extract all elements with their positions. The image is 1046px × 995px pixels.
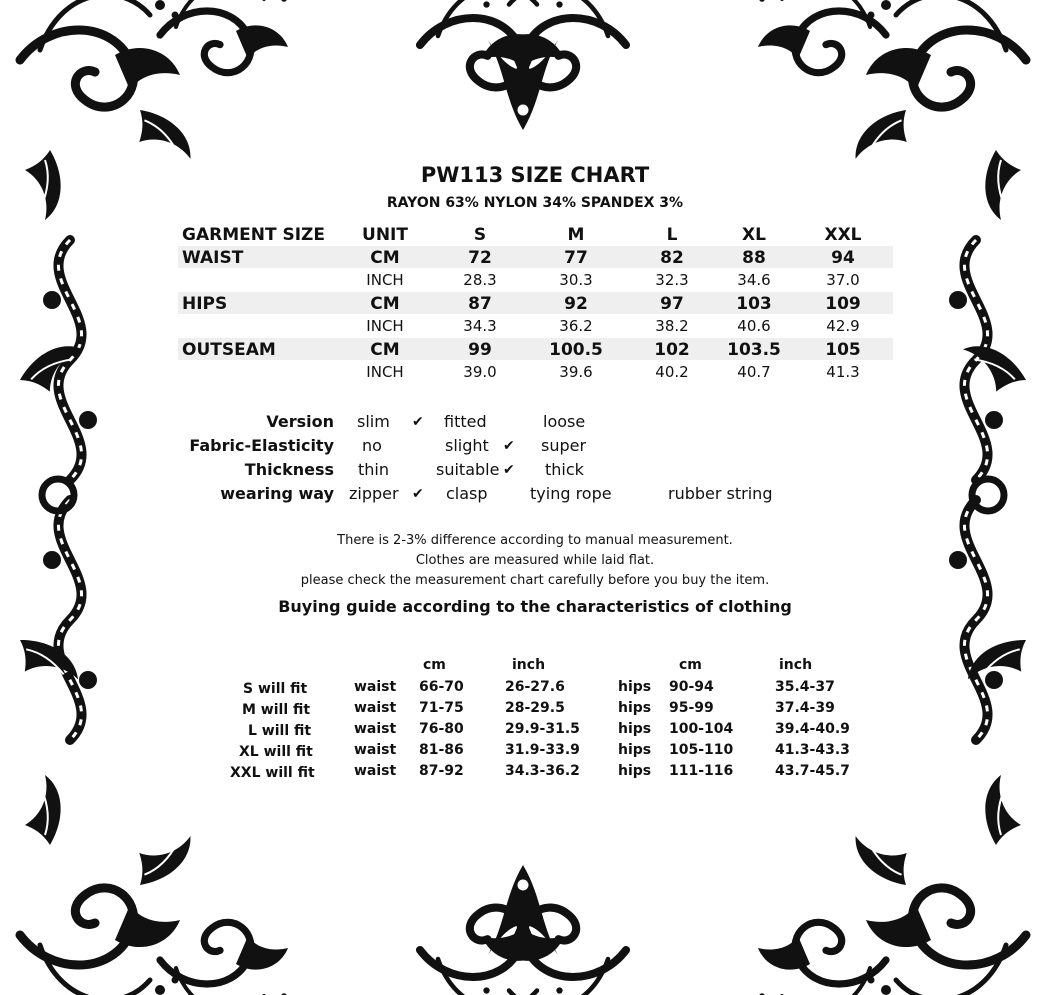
value-cm: 88 — [742, 248, 766, 268]
value-inch: 40.7 — [737, 363, 771, 381]
guide-size-label: M will fit — [242, 702, 311, 718]
guide-waist-label: waist — [354, 700, 397, 716]
unit-cm: CM — [370, 294, 400, 314]
value-inch: 30.3 — [559, 271, 593, 289]
value-cm: 102 — [654, 340, 690, 360]
guide-hips-cm: 95-99 — [669, 700, 714, 716]
value-cm: 87 — [468, 294, 492, 314]
unit-cm: CM — [370, 248, 400, 268]
row-label-waist: WAIST — [182, 248, 244, 268]
check-icon: ✔ — [503, 462, 515, 478]
guide-hips-label: hips — [618, 763, 652, 779]
unit-inch: INCH — [366, 271, 404, 289]
guide-size-label: XL will fit — [239, 744, 313, 760]
check-icon: ✔ — [412, 414, 424, 430]
guide-waist-inch: 29.9-31.5 — [505, 721, 580, 737]
note-check-chart: please check the measurement chart carefully before you buy the item. — [300, 573, 770, 588]
fabric-composition: RAYON 63% NYLON 34% SPANDEX 3% — [386, 195, 684, 211]
value-cm: 97 — [660, 294, 684, 314]
value-inch: 40.6 — [737, 317, 771, 335]
header-unit: UNIT — [362, 225, 408, 245]
spec-option: loose — [543, 412, 586, 431]
corner-ornament-top-right — [846, 0, 1026, 220]
corner-ornament-bottom-right — [846, 775, 1026, 995]
spec-option: super — [541, 436, 587, 455]
header-size: S — [473, 225, 487, 245]
value-inch: 36.2 — [559, 317, 593, 335]
guide-waist-label: waist — [354, 721, 397, 737]
header-size: XL — [742, 225, 766, 245]
spec-label-wearing-way: wearing way — [220, 484, 334, 503]
guide-waist-label: waist — [354, 742, 397, 758]
spec-option: suitable — [436, 460, 500, 479]
check-icon: ✔ — [412, 486, 424, 502]
value-inch: 34.6 — [737, 271, 771, 289]
value-inch: 34.3 — [463, 317, 497, 335]
value-inch: 41.3 — [826, 363, 860, 381]
spec-option: tying rope — [530, 484, 612, 503]
note-laid-flat: Clothes are measured while laid flat. — [415, 553, 655, 568]
guide-size-label: S will fit — [243, 681, 308, 697]
value-cm: 109 — [825, 294, 861, 314]
value-cm: 92 — [564, 294, 588, 314]
spec-label-elasticity: Fabric-Elasticity — [189, 436, 334, 455]
guide-header-cm: cm — [679, 657, 702, 673]
guide-hips-inch: 39.4-40.9 — [775, 721, 850, 737]
value-cm: 103 — [736, 294, 772, 314]
chart-title: PW113 SIZE CHART — [420, 163, 650, 187]
guide-header-inch: inch — [512, 657, 546, 673]
guide-header-cm: cm — [423, 657, 446, 673]
guide-hips-inch: 41.3-43.3 — [775, 742, 850, 758]
spec-option: thick — [545, 460, 584, 479]
row-label-outseam: OUTSEAM — [182, 340, 276, 360]
spec-option: slim — [357, 412, 390, 431]
value-inch: 39.6 — [559, 363, 593, 381]
value-cm: 103.5 — [727, 340, 781, 360]
spec-option: zipper — [349, 484, 399, 503]
value-inch: 38.2 — [655, 317, 689, 335]
guide-waist-cm: 76-80 — [419, 721, 464, 737]
corner-ornament-top-left — [20, 0, 200, 220]
check-icon: ✔ — [503, 438, 515, 454]
guide-hips-cm: 90-94 — [669, 679, 714, 695]
guide-waist-label: waist — [354, 763, 397, 779]
spec-option: thin — [358, 460, 389, 479]
header-garment-size: GARMENT SIZE — [182, 225, 325, 245]
guide-waist-inch: 31.9-33.9 — [505, 742, 580, 758]
header-size: XXL — [824, 225, 862, 245]
guide-header-inch: inch — [779, 657, 813, 673]
value-inch: 40.2 — [655, 363, 689, 381]
guide-hips-label: hips — [618, 700, 652, 716]
spec-option: rubber string — [668, 484, 773, 503]
unit-cm: CM — [370, 340, 400, 360]
guide-size-label: XXL will fit — [230, 765, 315, 781]
spec-option: slight — [445, 436, 489, 455]
guide-hips-cm: 100-104 — [669, 721, 734, 737]
guide-hips-label: hips — [618, 721, 652, 737]
guide-waist-cm: 66-70 — [419, 679, 464, 695]
unit-inch: INCH — [366, 317, 404, 335]
guide-waist-inch: 28-29.5 — [505, 700, 565, 716]
guide-waist-inch: 26-27.6 — [505, 679, 565, 695]
corner-ornament-bottom-left — [20, 775, 200, 995]
value-cm: 77 — [564, 248, 588, 268]
guide-hips-label: hips — [618, 679, 652, 695]
guide-waist-label: waist — [354, 679, 397, 695]
value-cm: 105 — [825, 340, 861, 360]
guide-hips-inch: 43.7-45.7 — [775, 763, 850, 779]
header-size: M — [567, 225, 585, 245]
guide-hips-cm: 111-116 — [669, 763, 734, 779]
header-size: L — [666, 225, 678, 245]
value-cm: 82 — [660, 248, 684, 268]
guide-waist-cm: 71-75 — [419, 700, 464, 716]
value-inch: 37.0 — [826, 271, 860, 289]
guide-waist-cm: 87-92 — [419, 763, 464, 779]
unit-inch: INCH — [366, 363, 404, 381]
value-cm: 94 — [831, 248, 855, 268]
value-cm: 72 — [468, 248, 492, 268]
value-cm: 99 — [468, 340, 492, 360]
value-inch: 42.9 — [826, 317, 860, 335]
value-inch: 32.3 — [655, 271, 689, 289]
guide-hips-inch: 37.4-39 — [775, 700, 835, 716]
spec-option: fitted — [444, 412, 487, 431]
spec-option: no — [362, 436, 382, 455]
guide-waist-cm: 81-86 — [419, 742, 464, 758]
guide-size-label: L will fit — [248, 723, 312, 739]
note-measurement-difference: There is 2-3% difference according to manual measurement. — [337, 533, 733, 548]
guide-hips-label: hips — [618, 742, 652, 758]
guide-waist-inch: 34.3-36.2 — [505, 763, 580, 779]
spec-label-version: Version — [266, 412, 334, 431]
buying-guide-title: Buying guide according to the characteristics of clothing — [278, 597, 792, 616]
value-inch: 28.3 — [463, 271, 497, 289]
guide-hips-inch: 35.4-37 — [775, 679, 835, 695]
row-label-hips: HIPS — [182, 294, 228, 314]
guide-hips-cm: 105-110 — [669, 742, 734, 758]
spec-option: clasp — [446, 484, 488, 503]
value-inch: 39.0 — [463, 363, 497, 381]
spec-label-thickness: Thickness — [244, 460, 334, 479]
value-cm: 100.5 — [549, 340, 603, 360]
